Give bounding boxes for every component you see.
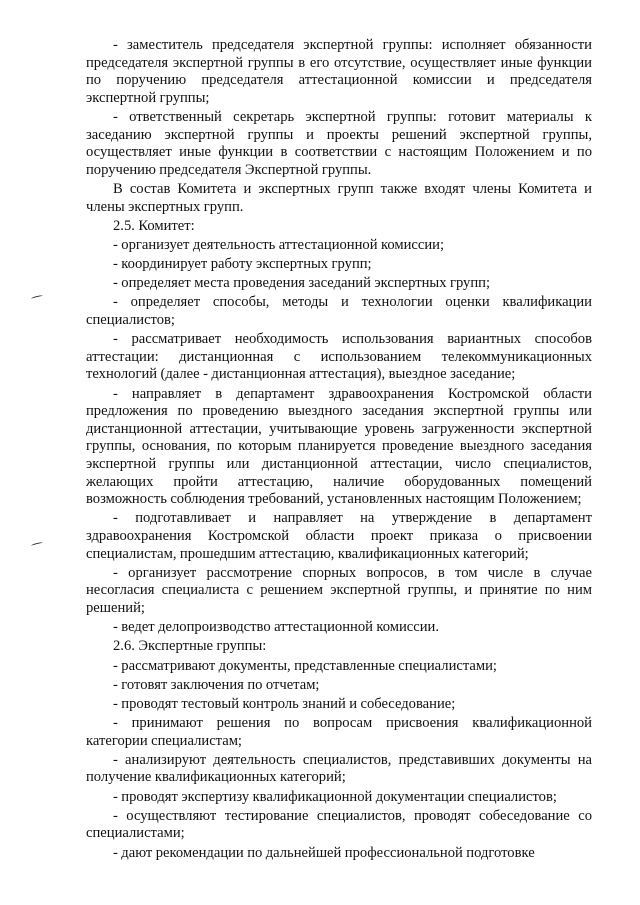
paragraph-secretary: - ответственный секретарь экспертной группы: готовит материалы к заседанию экспертной группы и проекты решений экспертной группы, осуществляет иные функции в соответствии с настоящим Положением и по поручению председателя Экспертной группы. [86, 108, 592, 178]
list-item: - ведет делопроизводство аттестационной комиссии. [113, 619, 440, 636]
list-item: - направляет в департамент здравоохранения Костромской области предложения по проведению выездного заседания экспертной группы или дистанционной аттестации, учитывающие уровень загруженности экспертной группы, основания, по которым планируется проведение выездного заседания экспертной группы или дистанционной аттестации, число специалистов, желающих пройти аттестацию, наличие оборудованных помещений возможность соблюдения требований, установленных настоящим Положением; [86, 385, 592, 508]
list-item: - рассматривают документы, представленные специалистами; [113, 657, 497, 674]
list-item: - осуществляют тестирование специалистов, проводят собеседование со специалистами; [86, 807, 592, 842]
section-heading-2-5: 2.5. Комитет: [113, 217, 195, 234]
document-page [86, 37, 592, 864]
list-item: - координирует работу экспертных групп; [113, 256, 372, 273]
margin-mark [31, 295, 43, 301]
list-item: - проводят экспертизу квалификационной документации специалистов; [113, 788, 557, 805]
list-item: - дают рекомендации по дальнейшей профессиональной подготовке [113, 844, 535, 861]
list-item: - принимают решения по вопросам присвоения квалификационной категории специалистам; [86, 715, 592, 749]
paragraph-committee-members: В состав Комитета и экспертных групп также входят члены Комитета и члены экспертных групп. [86, 180, 592, 215]
section-heading-2-6: 2.6. Экспертные группы: [113, 638, 267, 655]
list-item: - определяет места проведения заседаний экспертных групп; [113, 275, 491, 292]
paragraph-deputy-chair: - заместитель председателя экспертной группы: исполняет обязанности председателя экспертной группы в его отсутствие, осуществляет иные функции по поручению председателя аттестационной комиссии и председателя экспертной группы; [86, 37, 592, 106]
list-item: - организует деятельность аттестационной комиссии; [113, 236, 445, 253]
list-item: - проводят тестовый контроль знаний и собеседование; [113, 695, 456, 712]
list-item: - организует рассмотрение спорных вопросов, в том числе в случае несогласия специалиста с решением экспертной группы, и принятие по ним решений; [86, 564, 592, 616]
list-item: - рассматривает необходимость использования вариантных способов аттестации: дистанционная с использованием телекоммуникационных технологий (далее - дистанционная аттестация), выездное заседание; [86, 331, 592, 383]
list-item: - готовят заключения по отчетам; [113, 676, 320, 693]
list-item: - определяет способы, методы и технологии оценки квалификации специалистов; [86, 294, 592, 329]
list-item: - подготавливает и направляет на утверждение в департамент здравоохранения Костромской области проект приказа о присвоении специалистам, прошедшим аттестацию, квалификационных категорий; [86, 510, 592, 562]
margin-mark [31, 542, 43, 548]
list-item: - анализируют деятельность специалистов, представивших документы на получение квалификационных категорий; [86, 751, 592, 786]
